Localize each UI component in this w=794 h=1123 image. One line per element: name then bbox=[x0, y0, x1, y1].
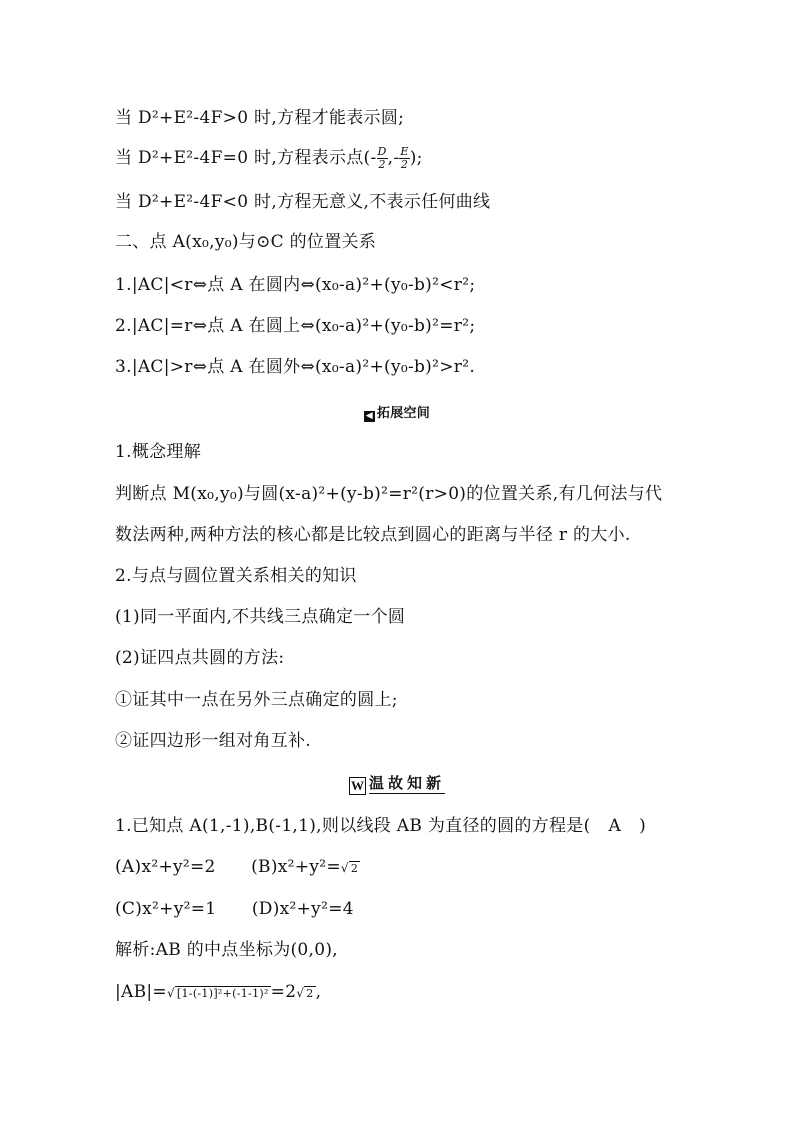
expand-item-2: (2)证四点共圆的方法: bbox=[115, 648, 285, 668]
fraction-numerator: E bbox=[400, 145, 409, 158]
expand-paragraph-line-1: 判断点 M(x₀,y₀)与圆(x-a)²+(y-b)²=r²(r>0)的位置关系,有几何法与代 bbox=[115, 484, 663, 504]
expand-item-4: ②证四边形一组对角互补. bbox=[115, 731, 312, 751]
fraction-denominator: 2 bbox=[378, 158, 386, 171]
question-text: 1.已知点 A(1,-1),B(-1,1),则以线段 AB 为直径的圆的方程是( bbox=[115, 816, 591, 836]
section-title-text: 温故知新 bbox=[368, 774, 445, 792]
solution-text: , bbox=[315, 982, 322, 1002]
solution-text: |AB|= bbox=[115, 982, 167, 1002]
text-segment: ); bbox=[409, 148, 423, 168]
text-line-condition-positive: 当 D²+E²-4F>0 时,方程才能表示圆; bbox=[115, 108, 405, 128]
expand-paragraph-line-2: 数法两种,两种方法的核心都是比较点到圆心的距离与半径 r 的大小. bbox=[115, 525, 631, 545]
fraction-e-over-2 bbox=[399, 146, 409, 171]
radicand: [1-(-1)]²+(-1-1)² bbox=[176, 987, 269, 1000]
expand-heading-concept: 1.概念理解 bbox=[115, 442, 202, 462]
expand-item-3: ①证其中一点在另外三点确定的圆上; bbox=[115, 690, 398, 710]
section-heading-point-circle: 二、点 A(x₀,y₀)与⊙C 的位置关系 bbox=[115, 232, 377, 252]
question-answer: A bbox=[608, 816, 622, 836]
fraction-denominator: 2 bbox=[400, 158, 409, 171]
section-title-text: 拓展空间 bbox=[376, 406, 431, 421]
option-c: (C)x²+y²=1 bbox=[115, 899, 217, 919]
radicand: 2 bbox=[306, 987, 314, 1000]
text-line-inside: 1.|AC|<r⇔点 A 在圆内⇔(x₀-a)²+(y₀-b)²<r²; bbox=[115, 275, 476, 295]
expand-heading-knowledge: 2.与点与圆位置关系相关的知识 bbox=[115, 566, 357, 586]
solution-line-2 bbox=[115, 980, 321, 1006]
option-d: (D)x²+y²=4 bbox=[251, 899, 354, 919]
question-text-end: ) bbox=[639, 816, 647, 836]
speaker-icon: ◀ bbox=[365, 411, 373, 421]
text-line-on: 2.|AC|=r⇔点 A 在圆上⇔(x₀-a)²+(y₀-b)²=r²; bbox=[115, 316, 476, 336]
section-title-review bbox=[0, 771, 794, 795]
solution-text: =2 bbox=[270, 982, 297, 1002]
section-title-expand bbox=[0, 402, 794, 426]
expand-item-1: (1)同一平面内,不共线三点确定一个圆 bbox=[115, 607, 406, 627]
fraction-d-over-2 bbox=[377, 146, 388, 171]
text-line-condition-zero bbox=[115, 146, 423, 171]
text-segment: ,- bbox=[387, 148, 400, 168]
text-segment: 当 D²+E²-4F=0 时,方程表示点(- bbox=[115, 148, 377, 168]
options-row-cd bbox=[115, 897, 354, 921]
option-b-text: (B)x²+y²= bbox=[251, 857, 341, 877]
question-stem bbox=[115, 814, 646, 838]
fraction-numerator: D bbox=[377, 145, 387, 158]
option-b bbox=[251, 857, 360, 877]
solution-line-1: 解析:AB 的中点坐标为(0,0), bbox=[115, 940, 339, 960]
text-line-condition-negative: 当 D²+E²-4F<0 时,方程无意义,不表示任何曲线 bbox=[115, 192, 491, 212]
radicand: 2 bbox=[350, 862, 359, 875]
sqrt-icon: √ bbox=[296, 986, 305, 1000]
text-line-outside: 3.|AC|>r⇔点 A 在圆外⇔(x₀-a)²+(y₀-b)²>r². bbox=[115, 357, 476, 377]
w-logo-icon: W bbox=[350, 778, 364, 793]
sqrt-icon: √ bbox=[340, 861, 349, 875]
option-a: (A)x²+y²=2 bbox=[115, 857, 216, 877]
options-row-ab bbox=[115, 855, 360, 881]
sqrt-icon: √ bbox=[166, 986, 175, 1000]
